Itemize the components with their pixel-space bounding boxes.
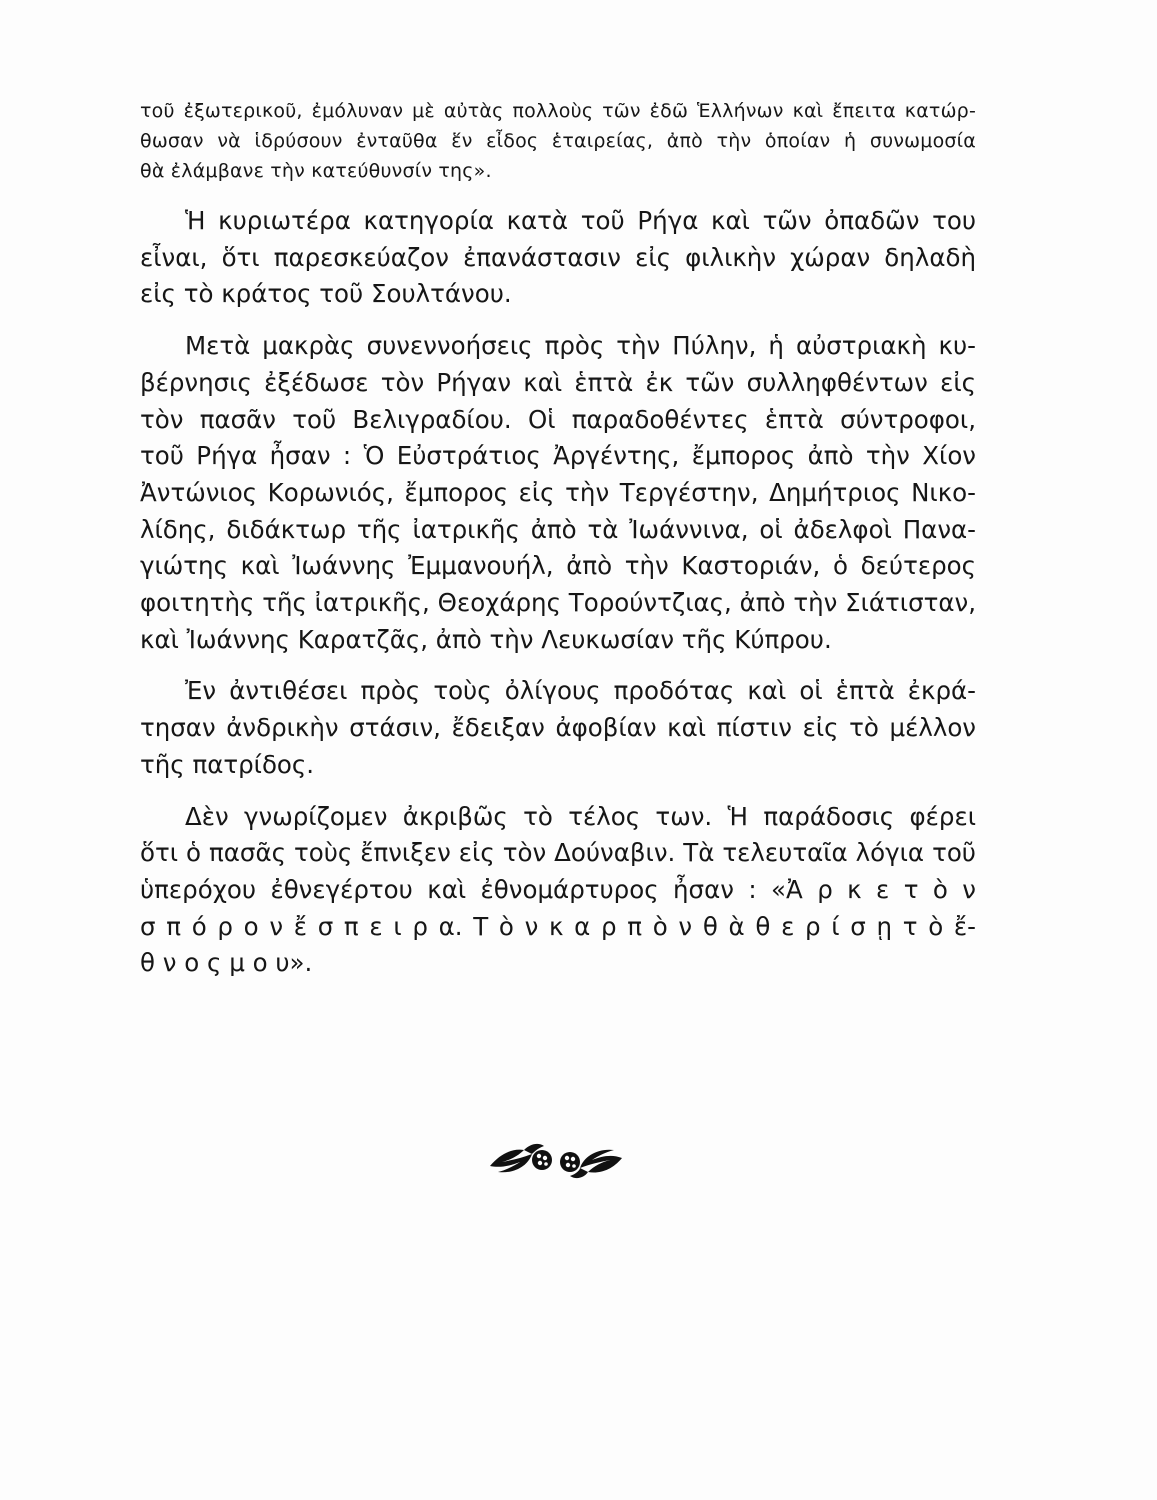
text-line: θωσαν νὰ ἱδρύσουν ἐνταῦθα ἕν εἶδος ἑταιρείας, ἀπὸ τὴν ὁποίαν ἡ συνωμοσία (140, 130, 976, 152)
text-line: ὑπερόχου ἐθνεγέρτου καὶ ἐθνομάρτυρος ἦσαν : «Ἀ ρ κ ε τ ὸ ν (140, 874, 976, 904)
text-line: εἰς τὸ κράτος τοῦ Σουλτάνου. (140, 279, 512, 309)
text-line: τοῦ ἐξωτερικοῦ, ἐμόλυναν μὲ αὐτὰς πολλοὺς τῶν ἐδῶ Ἑλλήνων καὶ ἔπειτα κατώρ- (140, 100, 976, 122)
text-line: τῆς πατρίδος. (140, 749, 315, 779)
quoted-paragraph (140, 96, 976, 186)
ornament-center-right-bead (560, 1152, 580, 1172)
text-line: ὅτι ὁ πασᾶς τοὺς ἔπνιξεν εἰς τὸν Δούναβιν. Τὰ τελευταῖα λόγια τοῦ (140, 838, 976, 868)
ornament-center-left-bead (532, 1150, 552, 1170)
text-line: τησαν ἀνδρικὴν στάσιν, ἔδειξαν ἀφοβίαν καὶ πίστιν εἰς τὸ μέλλον (140, 713, 976, 743)
paragraph (140, 673, 976, 783)
paragraph (140, 328, 976, 658)
text-line: Μετὰ μακρὰς συνεννοήσεις πρὸς τὴν Πύλην, ἡ αὐστριακὴ κυ- (185, 331, 976, 361)
text-line: Ἀντώνιος Κορωνιός, ἔμπορος εἰς τὴν Τεργέστην, Δημήτριος Νικο- (140, 477, 976, 507)
floral-ornament-icon (488, 1138, 624, 1182)
text-line: τοῦ Ρήγα ἦσαν : Ὁ Εὐστράτιος Ἀργέντης, ἔμπορος ἀπὸ τὴν Χίον (140, 441, 976, 471)
paragraph (140, 799, 976, 983)
text-line: θ ν ο ς μ ο υ». (140, 948, 313, 978)
text-line: Ἡ κυριωτέρα κατηγορία κατὰ τοῦ Ρήγα καὶ τῶν ὀπαδῶν του (185, 206, 976, 235)
text-line: λίδης, διδάκτωρ τῆς ἰατρικῆς ἀπὸ τὰ Ἰωάννινα, οἱ ἀδελφοὶ Πανα- (140, 514, 976, 544)
text-line: γιώτης καὶ Ἰωάννης Ἐμμανουήλ, ἀπὸ τὴν Καστοριάν, ὁ δεύτερος (140, 551, 976, 581)
text-line: τὸν πασᾶν τοῦ Βελιγραδίου. Οἱ παραδοθέντες ἑπτὰ σύντροφοι, (140, 404, 976, 434)
text-line: σ π ό ρ ο ν ἔ σ π ε ι ρ α. Τ ὸ ν κ α ρ π ὸ ν θ ὰ θ ε ρ ί σ ῃ τ ὸ ἔ- (140, 911, 976, 941)
text-line: Δὲν γνωρίζομεν ἀκριβῶς τὸ τέλος των. Ἡ παράδοσις φέρει (185, 801, 976, 831)
main-text (140, 203, 976, 982)
text-line: φοιτητὴς τῆς ἰατρικῆς, Θεοχάρης Τορούντζιας, ἀπὸ τὴν Σιάτισταν, (140, 588, 976, 618)
text-line: εἶναι, ὅτι παρεσκεύαζον ἐπανάστασιν εἰς φιλικὴν χώραν δηλαδὴ (140, 242, 976, 272)
paragraph (140, 203, 976, 313)
text-line: καὶ Ἰωάννης Καρατζᾶς, ἀπὸ τὴν Λευκωσίαν τῆς Κύπρου. (140, 624, 832, 654)
text-line: βέρνησις ἐξέδωσε τὸν Ρήγαν καὶ ἑπτὰ ἐκ τῶν συλληφθέντων εἰς (140, 367, 976, 397)
text-line: θὰ ἐλάμβανε τὴν κατεύθυνσίν της». (140, 160, 492, 182)
text-line: Ἐν ἀντιθέσει πρὸς τοὺς ὀλίγους προδότας καὶ οἱ ἑπτὰ ἐκρά- (185, 676, 976, 706)
